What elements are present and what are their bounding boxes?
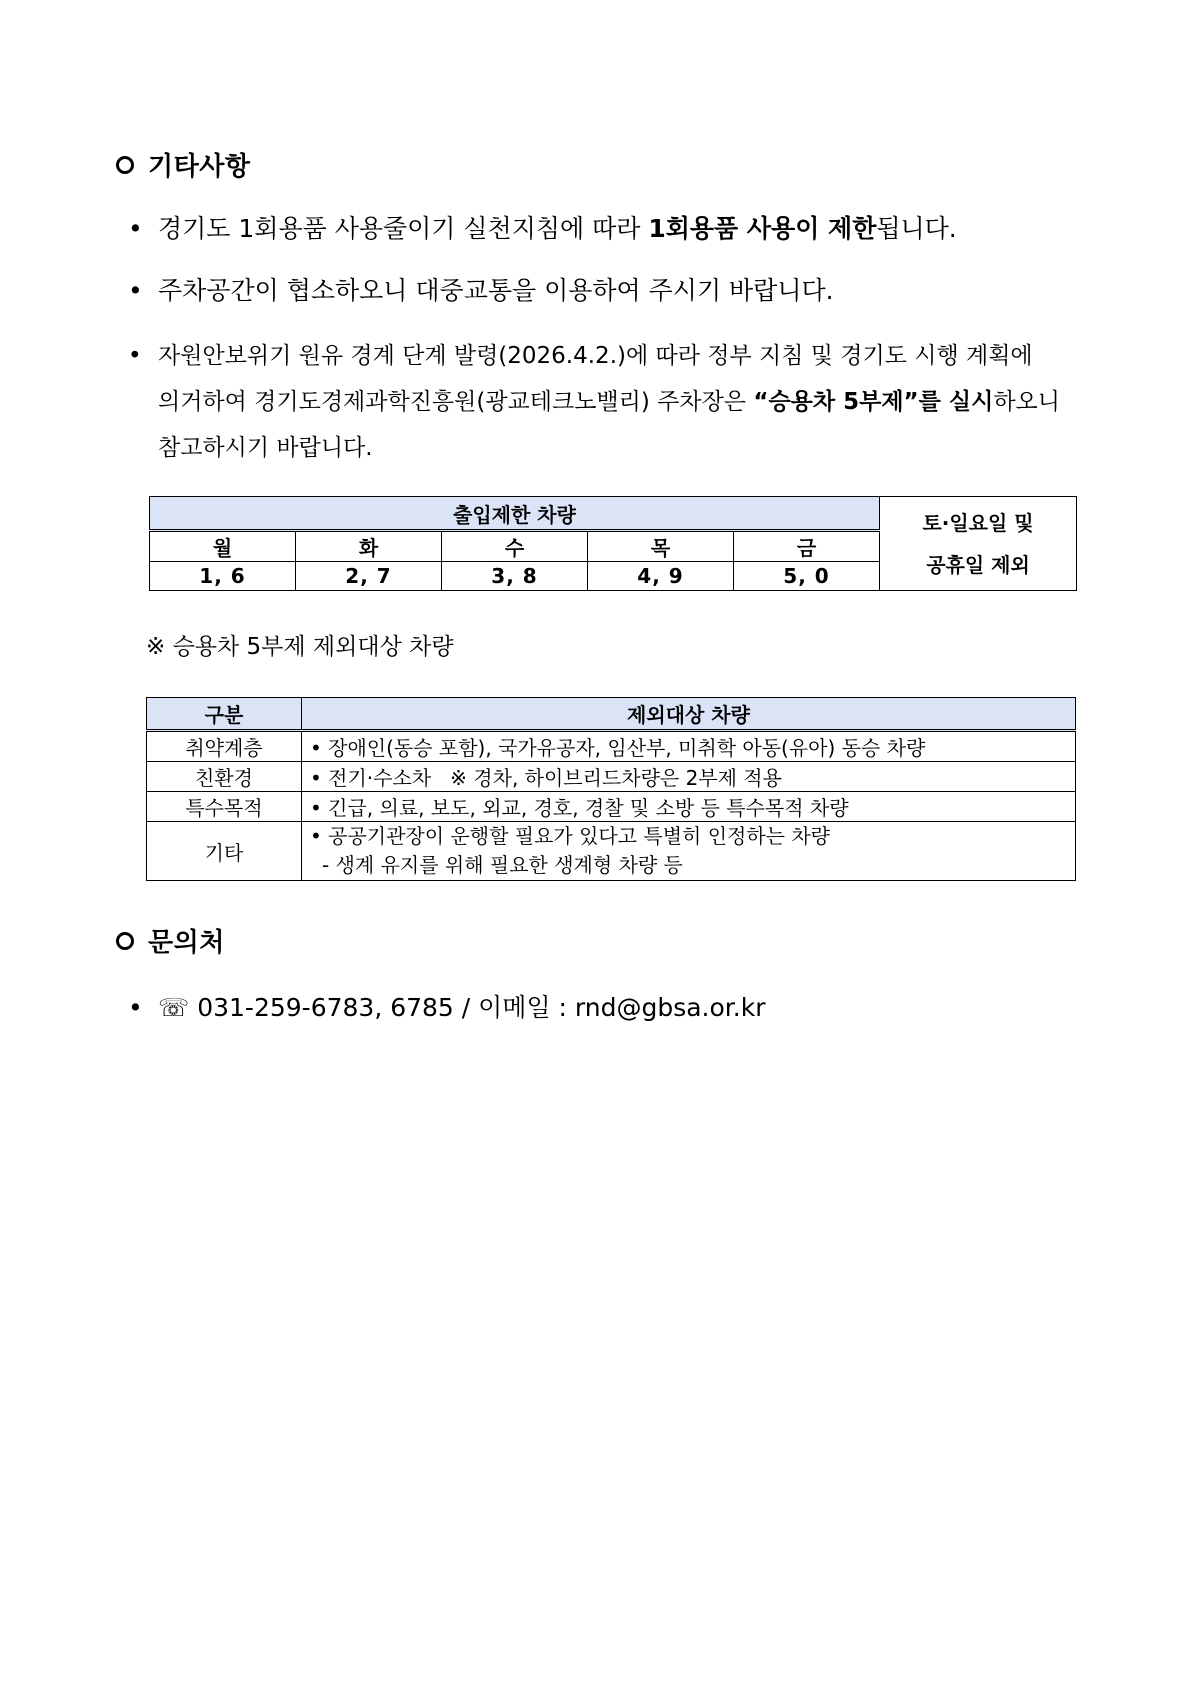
plate-number-cell: 1, 6 bbox=[150, 562, 296, 591]
plate-number-cell: 2, 7 bbox=[296, 562, 442, 591]
day-cell: 수 bbox=[442, 531, 588, 562]
phone-icon: ☏ bbox=[158, 993, 190, 1022]
bullet-dot-icon: • bbox=[128, 343, 142, 369]
day-cell: 화 bbox=[296, 531, 442, 562]
exception-table-col-category: 구분 bbox=[147, 698, 302, 731]
contact-section-title bbox=[116, 922, 225, 959]
exception-table bbox=[146, 697, 1076, 881]
bullet-dot-icon: • bbox=[128, 214, 143, 243]
bullet-dot-icon: • bbox=[128, 276, 143, 305]
misc-section-title bbox=[116, 146, 250, 183]
bullet-item-odd-even-rule: • 자원안보위기 원유 경계 단계 발령(2026.4.2.)에 따라 정부 지침 및 경기도 시행 계획에 의거하여 경기도경제과학진흥원(광교테크노밸리) 주차장은 “승용차 5부제”를 실시하오니 참고하시기 바랍니다. bbox=[128, 333, 1088, 471]
circle-bullet-icon bbox=[116, 156, 134, 174]
contact-text[interactable]: 031-259-6783, 6785 / 이메일 : rnd@gbsa.or.kr bbox=[197, 993, 766, 1022]
contact-title-text: 문의처 bbox=[148, 928, 225, 958]
restriction-table-exception-cell: 토·일요일 및 공휴일 제외 bbox=[880, 497, 1077, 591]
circle-bullet-icon bbox=[116, 932, 134, 950]
restriction-table-header: 출입제한 차량 bbox=[150, 497, 880, 531]
plate-number-cell: 4, 9 bbox=[588, 562, 734, 591]
exception-note: ※ 승용차 5부제 제외대상 차량 bbox=[146, 634, 454, 660]
table-row: 취약계층 • 장애인(동승 포함), 국가유공자, 임산부, 미취학 아동(유아) 동승 차량 bbox=[147, 731, 1076, 762]
plate-number-cell: 5, 0 bbox=[734, 562, 880, 591]
restriction-table bbox=[149, 496, 1077, 591]
day-cell: 목 bbox=[588, 531, 734, 562]
bullet-item-disposables: • 경기도 1회용품 사용줄이기 실천지침에 따라 1회용품 사용이 제한됩니다. bbox=[128, 212, 1088, 246]
bullet-item-parking: • 주차공간이 협소하오니 대중교통을 이용하여 주시기 바랍니다. bbox=[128, 274, 1088, 308]
day-cell: 금 bbox=[734, 531, 880, 562]
day-cell: 월 bbox=[150, 531, 296, 562]
misc-title-text: 기타사항 bbox=[148, 152, 251, 182]
bullet-dot-icon: • bbox=[128, 993, 143, 1022]
table-row: 기타 • 공공기관장이 운행할 필요가 있다고 특별히 인정하는 차량 - 생계 유지를 위해 필요한 생계형 차량 등 bbox=[147, 822, 1076, 881]
plate-number-cell: 3, 8 bbox=[442, 562, 588, 591]
contact-line bbox=[128, 988, 765, 1024]
table-row: 특수목적 • 긴급, 의료, 보도, 외교, 경호, 경찰 및 소방 등 특수목적 차량 bbox=[147, 792, 1076, 822]
exception-table-col-vehicles: 제외대상 차량 bbox=[302, 698, 1076, 731]
table-row: 친환경 • 전기·수소차 ※ 경차, 하이브리드차량은 2부제 적용 bbox=[147, 762, 1076, 792]
